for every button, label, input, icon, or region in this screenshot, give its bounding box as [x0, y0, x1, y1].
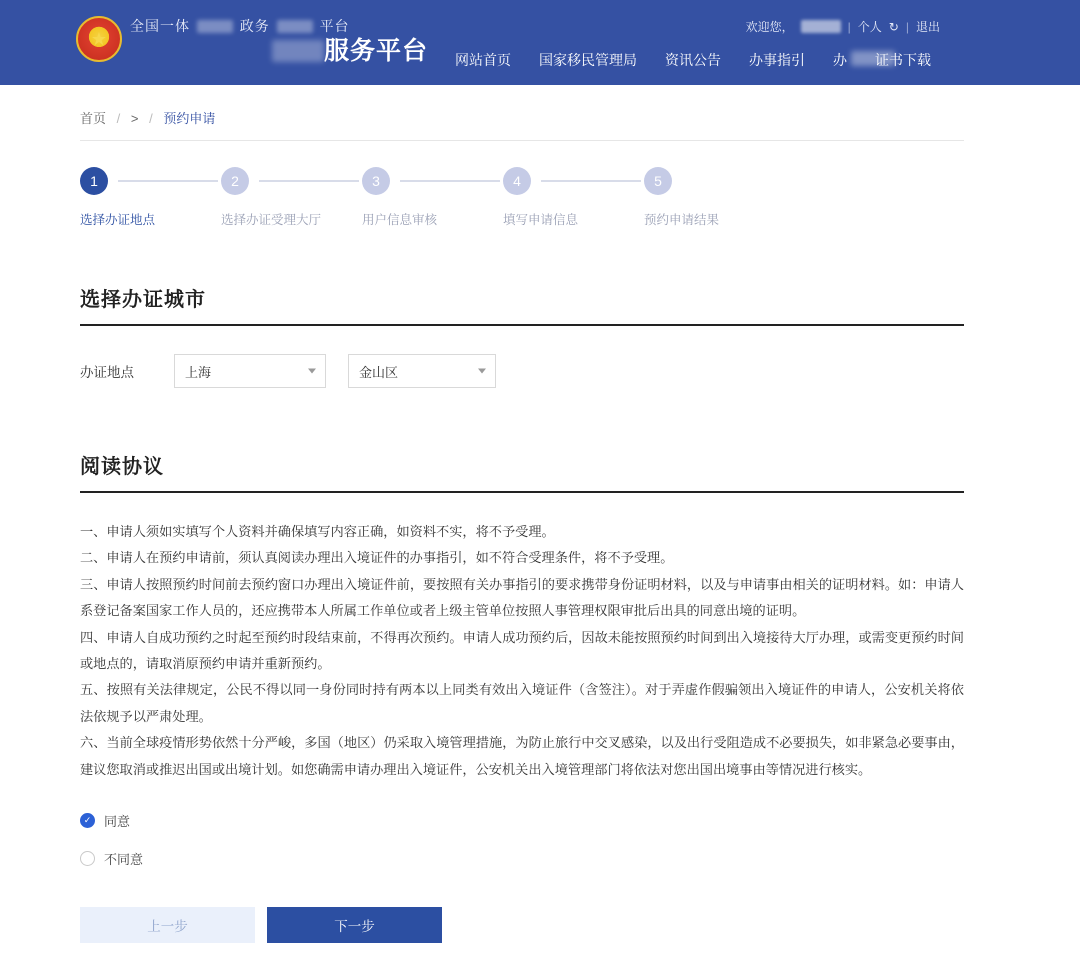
district-select-value: 金山区	[359, 364, 399, 380]
step-4-number: 4	[503, 167, 531, 195]
step-4-fill-application[interactable]	[503, 167, 663, 228]
agreement-text	[80, 519, 964, 783]
site-title-text: 服务平台	[324, 37, 429, 65]
brand-subtitle-part2: 政务	[239, 18, 270, 34]
breadcrumb-current: 预约申请	[163, 111, 216, 126]
progress-stepper	[80, 167, 964, 241]
breadcrumb-mid: >	[130, 111, 139, 126]
step-connector-3	[400, 180, 500, 182]
agreement-paragraph-4: 四、申请人自成功预约之时起至预约时段结束前，不得再次预约。申请人成功预约后，因故未能按照预约时间到出入境接待大厅办理，或需变更预约时间或地点的，请取消原预约申请并重新预约。	[80, 629, 964, 672]
city-select-value: 上海	[185, 364, 212, 380]
agreement-paragraph-1: 一、申请人须如实填写个人资料并确保填写内容正确，如资料不实，将不予受理。	[80, 524, 555, 539]
city-select-row	[80, 354, 1000, 388]
site-header	[0, 0, 1080, 85]
agree-option[interactable]	[80, 805, 1000, 835]
step-5-number: 5	[644, 167, 672, 195]
step-5-label: 预约申请结果	[644, 213, 720, 227]
brand-subtitle-mask-1	[197, 20, 233, 33]
logout-link[interactable]: 退出	[915, 20, 940, 34]
section-title-select-city: 选择办证城市	[80, 283, 964, 326]
welcome-label: 欢迎您，	[745, 20, 794, 34]
step-2-label: 选择办证受理大厅	[221, 213, 322, 227]
breadcrumb-sep-2: /	[149, 111, 153, 126]
agreement-paragraph-6: 六、当前全球疫情形势依然十分严峻，多国（地区）仍采取入境管理措施，为防止旅行中交叉感染，以及出行受阻造成不必要损失，如非紧急必要事由，建议您取消或推迟出国或出境计划。如您确需申请办理出入境证件，公安机关出入境管理部门将依法对您出国出境事由等情况进行核实。	[80, 735, 964, 777]
nav-item-certificate-download[interactable]: 证书下载	[875, 52, 931, 68]
step-1-number: 1	[80, 167, 108, 195]
main-nav	[455, 50, 931, 70]
site-title	[272, 31, 428, 67]
agreement-paragraph-5: 五、按照有关法律规定，公民不得以同一身份同时持有两本以上同类有效出入境证件（含签注）。对于弄虚作假骗领出入境证件的申请人，公安机关将依法依规予以严肃处理。	[80, 682, 964, 724]
step-3-number: 3	[362, 167, 390, 195]
step-4-label: 填写申请信息	[503, 213, 579, 227]
site-title-mask	[272, 40, 324, 62]
brand-subtitle-part3: 平台	[319, 18, 350, 34]
nav-item-home[interactable]: 网站首页	[455, 52, 511, 68]
step-connector-1	[118, 180, 218, 182]
agreement-paragraph-3: 三、申请人按照预约时间前去预约窗口办理出入境证件前，要按照有关办事指引的要求携带身份证明材料，以及与申请事由相关的证明材料。如：申请人系登记备案国家工作人员的，还应携带本人所属工作单位或者上级主管单位按照人事管理权限审批后出具的同意出境的证明。	[80, 576, 964, 619]
step-5-result[interactable]	[644, 167, 804, 228]
breadcrumb-sep-1: /	[116, 111, 121, 126]
agreement-paragraph-2: 二、申请人在预约申请前，须认真阅读办理出入境证件的办事指引，如不符合受理条件，将不予受理。	[80, 550, 674, 566]
section-title-agreement: 阅读协议	[80, 450, 964, 493]
chevron-down-icon	[478, 369, 486, 374]
disagree-option[interactable]	[80, 843, 1000, 873]
breadcrumb-home[interactable]: 首页	[80, 111, 107, 126]
city-select[interactable]	[174, 354, 326, 388]
user-area	[746, 18, 940, 35]
nav-item-nia[interactable]: 国家移民管理局	[539, 52, 637, 68]
chevron-down-icon	[308, 369, 316, 374]
district-select[interactable]	[348, 354, 496, 388]
step-3-user-review[interactable]	[362, 167, 522, 228]
breadcrumb	[80, 85, 964, 141]
step-connector-4	[541, 180, 641, 182]
agreement-radio-group	[80, 805, 1000, 873]
city-field-label: 办证地点	[80, 365, 134, 380]
user-menu-link[interactable]: 个人	[857, 20, 882, 34]
divider-1: |	[847, 19, 851, 34]
brand-subtitle-part1: 全国一体	[130, 18, 190, 34]
agree-radio-checked-icon[interactable]: ✓	[80, 813, 95, 828]
divider-2: |	[905, 19, 909, 34]
nav-item-news[interactable]: 资讯公告	[665, 52, 721, 68]
bottom-spacer	[80, 943, 1000, 967]
next-step-button[interactable]: 下一步	[267, 907, 442, 943]
agree-label: 同意	[104, 813, 131, 829]
username-mask	[801, 20, 841, 33]
refresh-icon[interactable]: ↻	[888, 19, 899, 34]
step-connector-2	[259, 180, 359, 182]
step-2-number: 2	[221, 167, 249, 195]
disagree-label: 不同意	[104, 851, 144, 867]
main-content	[0, 85, 1080, 967]
nav-item-service[interactable]: 办	[833, 52, 847, 68]
national-emblem-icon: ★	[76, 16, 122, 62]
prev-step-button[interactable]: 上一步	[80, 907, 255, 943]
nav-item-guide[interactable]: 办事指引	[749, 52, 805, 68]
disagree-radio-icon[interactable]	[80, 851, 95, 866]
step-1-label: 选择办证地点	[80, 213, 156, 227]
form-actions	[80, 907, 1000, 943]
step-2-select-hall[interactable]	[221, 167, 381, 228]
step-3-label: 用户信息审核	[362, 213, 438, 227]
step-1-select-location[interactable]	[80, 167, 240, 228]
